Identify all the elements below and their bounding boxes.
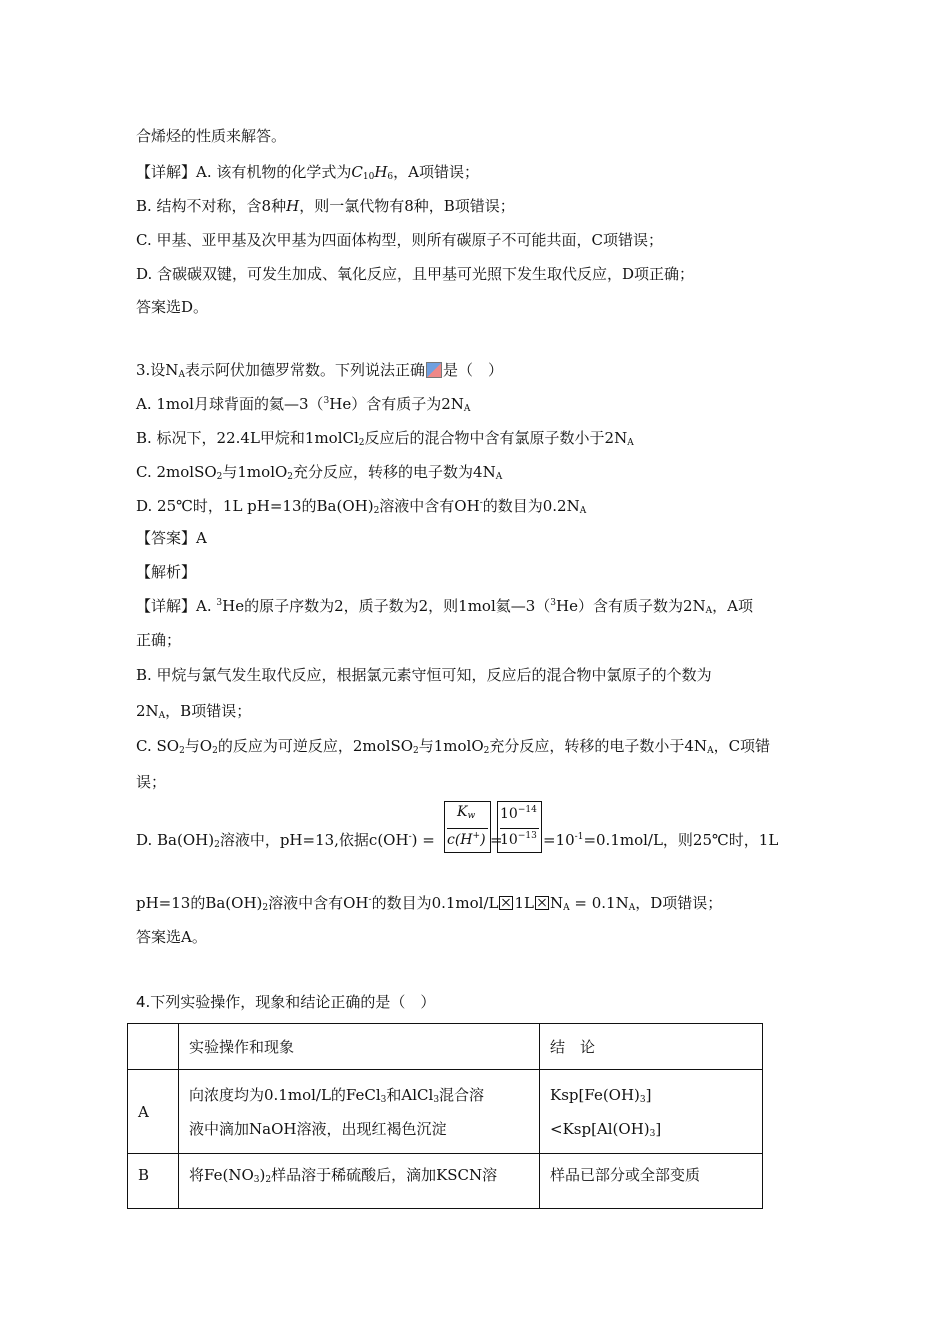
q3-option-a: A. 1mol月球背面的氦—3（$^3$He）含有质子为$2N_A$ bbox=[136, 395, 471, 414]
q2-answer: 答案选D。 bbox=[136, 298, 209, 316]
row-label: B bbox=[128, 1154, 179, 1209]
multiply-symbol-box bbox=[499, 896, 513, 910]
intro-line: 合烯烃的性质来解答。 bbox=[136, 127, 287, 145]
q3-detail-b: B. 甲烷与氯气发生取代反应，根据氯元素守恒可知，反应后的混合物中氯原子的个数为 bbox=[136, 666, 712, 684]
fraction-kw-over-ch: $K_w$ c(H+) bbox=[444, 801, 491, 853]
row-conclusion: 样品已部分或全部变质 bbox=[540, 1154, 763, 1209]
q3-option-c: C. 2molSO$_2$与1molO$_2$充分反应，转移的电子数为$4N_A$ bbox=[136, 463, 503, 482]
table-header-cell bbox=[128, 1024, 179, 1070]
table-header-cell: 实验操作和现象 bbox=[179, 1024, 540, 1070]
table-header-cell: 结 论 bbox=[540, 1024, 763, 1070]
row-label: A bbox=[128, 1070, 179, 1154]
q2-detail-a: 【详解】A. 该有机物的化学式为$C_{10}H_6$，A项错误； bbox=[136, 163, 479, 182]
q3-detail-a: 【详解】A. $^3$He的原子序数为2，质子数为2，则1mol氦—3（$^3$He）含有质子数为$2N_A$，A项 bbox=[136, 597, 754, 616]
row-conclusion: $Ksp[Fe(OH)_3]<Ksp[Al(OH)_3]$ bbox=[540, 1070, 763, 1154]
q2-detail-c: C. 甲基、亚甲基及次甲基为四面体构型，则所有碳原子不可能共面，C项错误； bbox=[136, 231, 663, 249]
q3-option-d: D. 25℃时，1L pH=13的$Ba(OH)_2$溶液中含有OH-的数目为$0.2N_A$ bbox=[136, 497, 587, 516]
fraction-powers-of-ten: $10^{-14}$ $10^{-13}$ bbox=[497, 801, 542, 853]
q2-detail-b: B. 结构不对称，含8种H，则一氯代物有8种，B项错误； bbox=[136, 197, 515, 215]
q3-detail-a-cont: 正确； bbox=[136, 631, 182, 649]
q4-stem: 4.下列实验操作，现象和结论正确的是（ ） bbox=[136, 993, 436, 1011]
q2-detail-d: D. 含碳碳双键，可发生加成、氧化反应，且甲基可光照下发生取代反应，D项正确； bbox=[136, 265, 695, 283]
q3-option-b: B. 标况下，22.4L甲烷和1molCl$_2$反应后的混合物中含有氯原子数小于$2N_A$ bbox=[136, 429, 634, 448]
table-row bbox=[128, 1154, 763, 1209]
q3-detail-d-cont: pH=13的$Ba(OH)_2$溶液中含有OH-的数目为0.1mol/L 1L $N_A = 0.1N_A$，D项错误； bbox=[136, 894, 723, 913]
broken-image-icon bbox=[426, 362, 442, 378]
q3-final-answer: 答案选A。 bbox=[136, 928, 207, 946]
q3-detail-d-pre: D. $Ba(OH)_2$溶液中，pH=13,依据c(OH-) = bbox=[136, 831, 435, 850]
row-operation: 向浓度均为0.1mol/L的FeCl$_3$和AlCl$_3$混合溶 液中滴加NaOH溶液，出现红褐色沉淀 bbox=[179, 1070, 540, 1154]
q3-detail-d-post: $=10^{-1}=0.1mol/L$，则25℃时，1L bbox=[543, 831, 779, 849]
q3-detail-c: C. $SO_2$与$O_2$的反应为可逆反应，2molSO$_2$与1molO$_2$充分反应，转移的电子数小于$4N_A$，C项错 bbox=[136, 737, 771, 756]
q3-stem: 3.设$N_A$表示阿伏加德罗常数。下列说法正确 是（ ） bbox=[136, 361, 503, 380]
q3-analysis-label: 【解析】 bbox=[136, 563, 197, 581]
fraction-equals: = bbox=[490, 831, 503, 849]
table-row bbox=[128, 1070, 763, 1154]
q3-detail-c-cont: 误； bbox=[136, 773, 167, 791]
multiply-symbol-box bbox=[535, 896, 549, 910]
table-header-row bbox=[128, 1024, 763, 1070]
q3-answer: 【答案】A bbox=[136, 529, 207, 547]
q3-detail-b-cont: $2N_A$，B项错误； bbox=[136, 702, 252, 721]
row-operation: 将$Fe(NO_3)_2$样品溶于稀硫酸后，滴加KSCN溶 bbox=[179, 1154, 540, 1209]
q4-table bbox=[127, 1023, 763, 1209]
